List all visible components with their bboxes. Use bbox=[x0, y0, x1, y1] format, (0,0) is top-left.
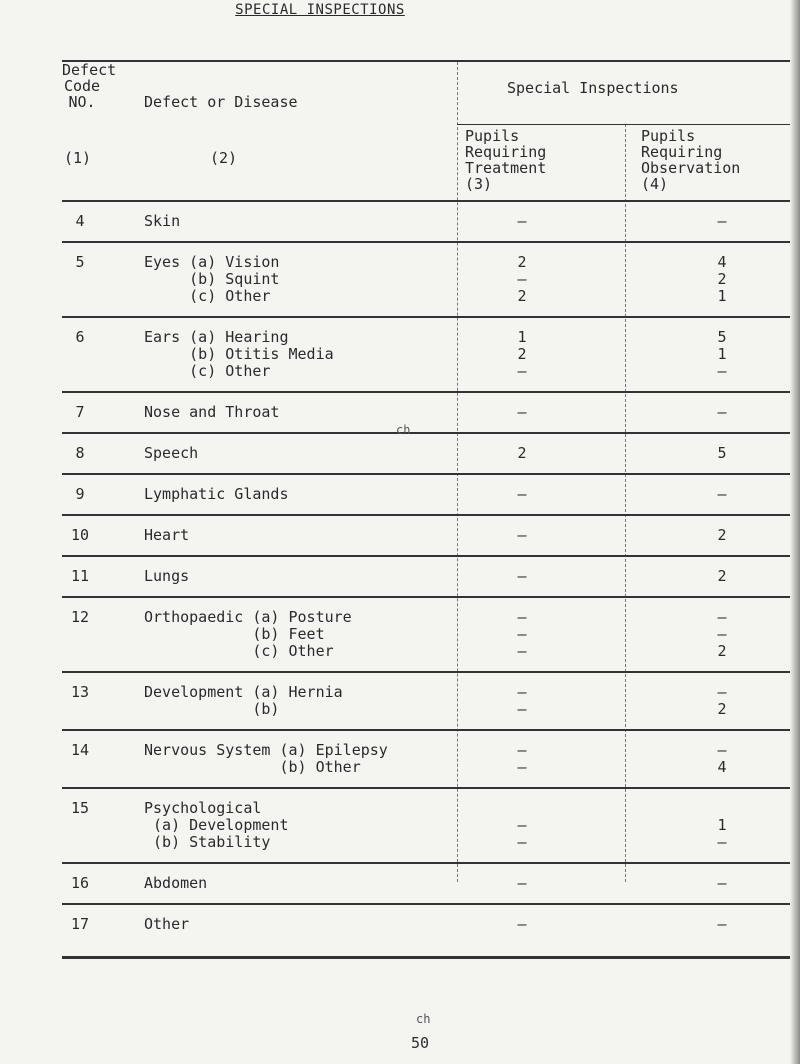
defect-label: Other bbox=[144, 915, 190, 933]
treatment-col-number: (3) bbox=[465, 175, 493, 193]
treatment-count: – bbox=[517, 833, 527, 851]
observation-count: – bbox=[717, 362, 727, 380]
row-rule bbox=[62, 555, 790, 557]
row-code: 9 bbox=[75, 485, 85, 503]
code-header: NO. bbox=[68, 93, 96, 111]
row-code: 7 bbox=[75, 403, 85, 421]
row-code: 16 bbox=[70, 874, 90, 892]
observation-count: 1 bbox=[717, 816, 727, 834]
defect-label: Speech bbox=[144, 444, 199, 462]
treatment-count: – bbox=[517, 816, 527, 834]
inspections-table bbox=[62, 60, 790, 1020]
observation-count: – bbox=[717, 683, 727, 701]
code-col-number: (1) bbox=[64, 149, 92, 167]
defect-header: Defect or Disease bbox=[144, 93, 298, 111]
row-rule bbox=[62, 514, 790, 516]
defect-label: (c) Other bbox=[144, 362, 271, 380]
row-code: 14 bbox=[70, 741, 90, 759]
row-code: 4 bbox=[75, 212, 85, 230]
row-rule bbox=[62, 862, 790, 864]
treatment-count: – bbox=[517, 526, 527, 544]
observation-header: Observation bbox=[641, 159, 741, 177]
observation-header: Pupils bbox=[641, 127, 696, 145]
observation-count: – bbox=[717, 833, 727, 851]
treatment-count: – bbox=[517, 915, 527, 933]
treatment-count: – bbox=[517, 485, 527, 503]
row-rule bbox=[62, 671, 790, 673]
observation-count: – bbox=[717, 915, 727, 933]
column-divider bbox=[457, 62, 458, 882]
row-code: 12 bbox=[70, 608, 90, 626]
treatment-count: 2 bbox=[517, 287, 527, 305]
defect-label: Skin bbox=[144, 212, 181, 230]
row-rule bbox=[62, 596, 790, 598]
treatment-count: – bbox=[517, 212, 527, 230]
defect-label: Heart bbox=[144, 526, 190, 544]
defect-col-number: (2) bbox=[210, 149, 238, 167]
observation-count: 5 bbox=[717, 328, 727, 346]
observation-count: 4 bbox=[717, 253, 727, 271]
treatment-count: – bbox=[517, 270, 527, 288]
observation-count: – bbox=[717, 485, 727, 503]
defect-label: Nervous System (a) Epilepsy bbox=[144, 741, 388, 759]
treatment-count: – bbox=[517, 642, 527, 660]
observation-count: – bbox=[717, 874, 727, 892]
treatment-count: – bbox=[517, 403, 527, 421]
treatment-header: Requiring bbox=[465, 143, 547, 161]
table-bottom-rule bbox=[62, 956, 790, 959]
defect-label: Lungs bbox=[144, 567, 190, 585]
defect-label: Orthopaedic (a) Posture bbox=[144, 608, 352, 626]
treatment-count: – bbox=[517, 758, 527, 776]
treatment-count: – bbox=[517, 625, 527, 643]
treatment-count: – bbox=[517, 700, 527, 718]
treatment-count: – bbox=[517, 567, 527, 585]
handwritten-note: ch bbox=[416, 1012, 431, 1026]
defect-label: Ears (a) Hearing bbox=[144, 328, 289, 346]
defect-label: (a) Development bbox=[144, 816, 289, 834]
defect-label: (b) Other bbox=[144, 758, 361, 776]
observation-count: 4 bbox=[717, 758, 727, 776]
row-rule bbox=[62, 787, 790, 789]
row-rule bbox=[62, 473, 790, 475]
observation-count: – bbox=[717, 403, 727, 421]
group-rule bbox=[457, 124, 790, 125]
observation-count: 2 bbox=[717, 642, 727, 660]
row-code: 17 bbox=[70, 915, 90, 933]
row-code: 10 bbox=[70, 526, 90, 544]
row-code: 13 bbox=[70, 683, 90, 701]
defect-label: (b) Otitis Media bbox=[144, 345, 334, 363]
treatment-count: – bbox=[517, 874, 527, 892]
defect-label: (b) Feet bbox=[144, 625, 325, 643]
observation-count: 1 bbox=[717, 345, 727, 363]
observation-count: 2 bbox=[717, 526, 727, 544]
column-divider bbox=[625, 124, 626, 882]
row-rule bbox=[62, 432, 790, 434]
treatment-count: – bbox=[517, 683, 527, 701]
header-bottom-rule bbox=[62, 200, 790, 202]
observation-count: 5 bbox=[717, 444, 727, 462]
defect-label: Eyes (a) Vision bbox=[144, 253, 280, 271]
observation-count: 2 bbox=[717, 567, 727, 585]
observation-count: – bbox=[717, 625, 727, 643]
treatment-count: – bbox=[517, 608, 527, 626]
special-inspections-header: Special Inspections bbox=[507, 79, 679, 97]
treatment-count: 2 bbox=[517, 345, 527, 363]
observation-count: 2 bbox=[717, 270, 727, 288]
treatment-header: Treatment bbox=[465, 159, 547, 177]
handwritten-note: ch bbox=[396, 423, 411, 437]
observation-count: 2 bbox=[717, 700, 727, 718]
observation-count: – bbox=[717, 212, 727, 230]
treatment-header: Pupils bbox=[465, 127, 520, 145]
defect-label: (b) Stability bbox=[144, 833, 271, 851]
row-code: 5 bbox=[75, 253, 85, 271]
treatment-count: 2 bbox=[517, 253, 527, 271]
row-code: 11 bbox=[70, 567, 90, 585]
treatment-count: 1 bbox=[517, 328, 527, 346]
row-code: 8 bbox=[75, 444, 85, 462]
treatment-count: – bbox=[517, 741, 527, 759]
observation-count: – bbox=[717, 608, 727, 626]
page-number: 50 bbox=[410, 1034, 430, 1052]
defect-label: Abdomen bbox=[144, 874, 208, 892]
row-rule bbox=[62, 729, 790, 731]
defect-label: Lymphatic Glands bbox=[144, 485, 289, 503]
row-code: 15 bbox=[70, 799, 90, 817]
code-header: Code bbox=[63, 77, 101, 95]
defect-label: (c) Other bbox=[144, 287, 271, 305]
table-top-rule bbox=[62, 60, 790, 62]
row-rule bbox=[62, 391, 790, 393]
observation-count: 1 bbox=[717, 287, 727, 305]
defect-label: (b) bbox=[144, 700, 280, 718]
binding-edge bbox=[790, 0, 800, 1064]
row-rule bbox=[62, 316, 790, 318]
defect-label: (b) Squint bbox=[144, 270, 280, 288]
observation-header: Requiring bbox=[641, 143, 723, 161]
defect-label: (c) Other bbox=[144, 642, 334, 660]
row-rule bbox=[62, 241, 790, 243]
defect-label: Psychological bbox=[144, 799, 262, 817]
observation-col-number: (4) bbox=[641, 175, 669, 193]
defect-label: Development (a) Hernia bbox=[144, 683, 343, 701]
treatment-count: 2 bbox=[517, 444, 527, 462]
code-header: Defect bbox=[62, 61, 117, 79]
page-title: SPECIAL INSPECTIONS bbox=[235, 2, 405, 18]
treatment-count: – bbox=[517, 362, 527, 380]
defect-label: Nose and Throat bbox=[144, 403, 280, 421]
observation-count: – bbox=[717, 741, 727, 759]
row-rule bbox=[62, 903, 790, 905]
row-code: 6 bbox=[75, 328, 85, 346]
